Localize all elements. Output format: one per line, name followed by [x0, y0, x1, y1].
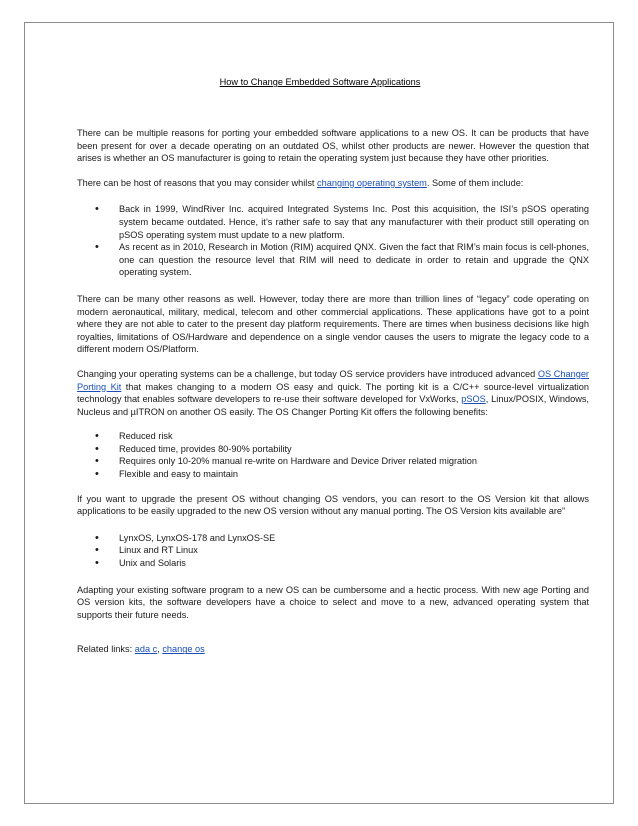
related-links-label: Related links:	[77, 644, 135, 655]
document-page	[24, 22, 614, 804]
paragraph-reasons-text: There can be host of reasons that you may consider whilst	[77, 177, 318, 188]
link-psos[interactable]: pSOS	[461, 394, 486, 405]
paragraph-porting-kit-text: Changing your operating systems can be a challenge, but today OS service providers have introduced advanced	[77, 368, 538, 379]
paragraph-reasons	[77, 177, 589, 190]
list-item: • Reduced risk	[77, 430, 589, 443]
paragraph-reasons-tail: . Some of them include:	[426, 177, 524, 188]
list-item: • Linux and RT Linux	[77, 544, 589, 557]
link-os-changer-porting-kit[interactable]: OS Changer Porting Kit	[77, 368, 589, 392]
paragraph-conclusion: Adapting your existing software program to a new OS can be cumbersome and a hectic process. With new age Porting and OS version kits, the software developers have a choice to select and move to a new, advanced operating system that supports their future needs.	[77, 584, 589, 620]
paragraph-porting-kit-text-2: that makes changing to a modern OS easy and quick. The porting kit is a C/C++ source-level virtualization technology that enables software developers to re-use their software developed for VxWorks,	[77, 381, 589, 405]
os-version-list	[77, 532, 589, 570]
list-item: • Back in 1999, WindRiver Inc. acquired Integrated Systems Inc. Post this acquisition, the ISI’s pSOS operating system became outdated. Hence, it’s rather safe to say that any manufacturer with their product still operating on pSOS operating system must update to a new platform.	[77, 203, 589, 241]
reasons-list	[77, 203, 589, 279]
paragraph-intro: There can be multiple reasons for porting your embedded software applications to a new OS. It can be products that have been present for over a decade operating on an outdated OS, whilst other products are newer. However the question that arises is whether an OS manufacturer is going to retain the operating system just because they have other priorities.	[77, 128, 589, 164]
document-body	[77, 127, 589, 656]
list-item: • Flexible and easy to maintain	[77, 468, 589, 481]
paragraph-legacy: There can be many other reasons as well. However, today there are more than trillion lines of “legacy” code operating on modern aeronautical, military, medical, telecom and other commercial applications. These applications have got to a point where they are not able to cater to the present day platform requirements. There are times when business decisions like high royalties, limitations of OS/Hardware and dependence on a single vendor causes the users to migrate the legacy code to a different modern OS/Platform.	[77, 293, 589, 355]
list-item: • LynxOS, LynxOS-178 and LynxOS-SE	[77, 532, 589, 545]
document-title: How to Change Embedded Software Applications	[219, 77, 421, 87]
list-item: • Requires only 10-20% manual re-write on Hardware and Device Driver related migration	[77, 455, 589, 468]
link-change-os[interactable]: change os	[162, 644, 205, 655]
link-ada-c[interactable]: ada c	[134, 644, 158, 655]
paragraph-porting-kit-text-3: , Linux/POSIX, Windows, Nucleus and µITRON on another OS easily. The OS Changer Porting Kit offers the following benefits:	[77, 394, 589, 417]
benefits-list	[77, 430, 589, 480]
related-links	[77, 643, 589, 656]
list-item: • Unix and Solaris	[77, 557, 589, 570]
list-item: • As recent as in 2010, Research in Motion (RIM) acquired QNX. Given the fact that RIM’s main focus is cell-phones, one can question the resource level that RIM will need to dedicate in order to retain and upgrade the QNX operating system.	[77, 241, 589, 279]
paragraph-porting-kit	[77, 368, 589, 418]
paragraph-version-kit: If you want to upgrade the present OS without changing OS vendors, you can resort to the OS Version kit that allows applications to be easily upgraded to the new OS version without any manual porting. The OS Version kits available are”	[77, 493, 589, 517]
list-item: • Reduced time, provides 80-90% portability	[77, 443, 589, 456]
link-changing-operating-system[interactable]: changing operating system	[317, 177, 427, 188]
related-links-separator: ,	[157, 644, 163, 655]
